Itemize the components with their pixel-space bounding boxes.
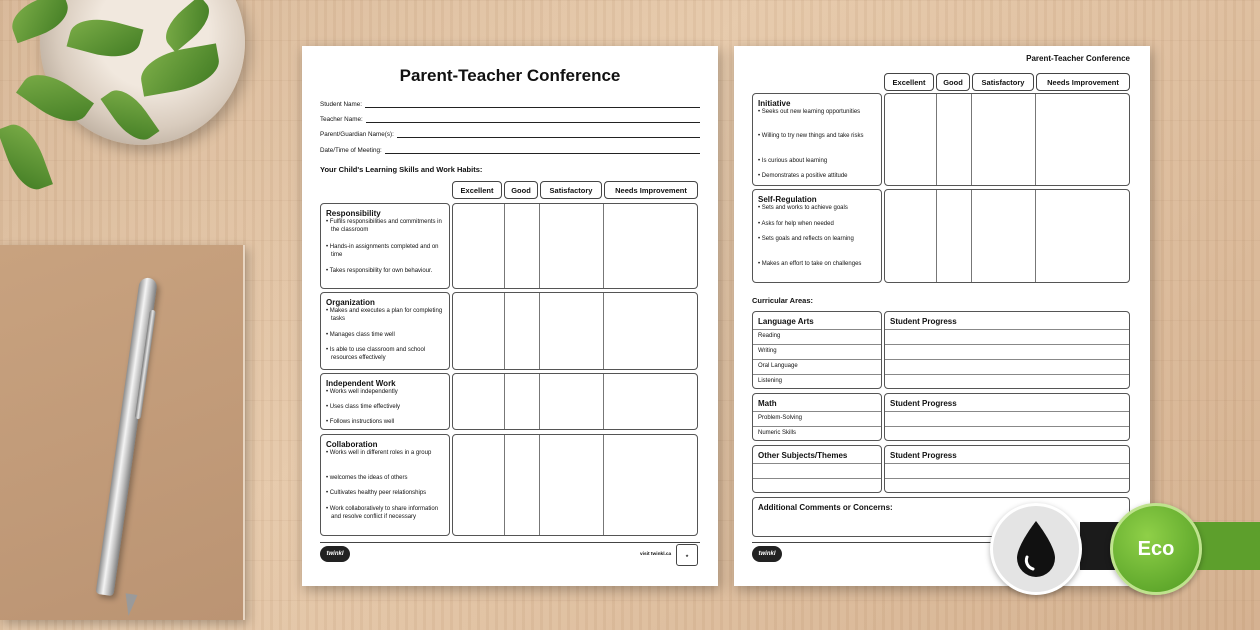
subject-row: Reading (758, 333, 781, 339)
skill-item: • Makes an effort to take on challenges (758, 261, 878, 269)
skill-item: • Follows instructions well (326, 419, 446, 427)
skill-item: • Works well in different roles in a group (326, 450, 446, 458)
subject-title: Other Subjects/Themes (758, 451, 848, 460)
skill-item: • Work collaboratively to share information and resolve conflict if necessary (326, 506, 446, 521)
rating-grid-initiative[interactable] (884, 93, 1130, 186)
math-label-box (752, 393, 882, 441)
section-title: Responsibility (326, 209, 381, 218)
skill-item: • Works well independently (326, 389, 446, 397)
skill-item: • Fulfils responsibilities and commitments in the classroom (326, 219, 446, 234)
worksheet-page-2 (734, 46, 1150, 586)
progress-label: Student Progress (890, 451, 957, 460)
skill-section-self-regulation (752, 189, 882, 283)
page-title: Parent-Teacher Conference (399, 66, 621, 85)
parent-name-field[interactable] (320, 126, 700, 138)
progress-label: Student Progress (890, 399, 957, 408)
skill-item: • Asks for help when needed (758, 221, 878, 229)
subject-title: Math (758, 399, 777, 408)
write-line (366, 115, 700, 123)
student-name-field[interactable] (320, 96, 700, 108)
footer-url: visit twinkl.ca (640, 552, 672, 557)
rating-header-satisfactory: Satisfactory (540, 181, 602, 199)
skill-item: • Hands-in assignments completed and on time (326, 244, 446, 259)
skill-section-responsibility (320, 203, 450, 289)
other-subjects-progress-box[interactable] (884, 445, 1130, 493)
field-label: Parent/Guardian Name(s): (320, 131, 394, 138)
rating-header-excellent: Excellent (452, 181, 502, 199)
section-title: Organization (326, 298, 375, 307)
skill-item: • Sets goals and reflects on learning (758, 236, 878, 244)
skill-section-organization (320, 292, 450, 370)
skill-item: • Uses class time effectively (326, 404, 446, 412)
footer-divider (320, 542, 700, 543)
curricular-heading: Curricular Areas: (752, 296, 813, 305)
progress-label: Student Progress (890, 317, 957, 326)
rating-grid-self-regulation[interactable] (884, 189, 1130, 283)
section-title: Independent Work (326, 379, 396, 388)
write-line (385, 146, 700, 154)
rating-header-needs-improvement: Needs Improvement (604, 181, 698, 199)
rating-header-good: Good (936, 73, 970, 91)
running-head: Parent-Teacher Conference (1026, 54, 1130, 63)
skill-item: • Makes and executes a plan for completing tasks (326, 308, 446, 323)
meeting-date-field[interactable] (320, 142, 700, 154)
field-label: Student Name: (320, 101, 363, 108)
math-progress-box[interactable] (884, 393, 1130, 441)
subject-row: Writing (758, 348, 777, 354)
skill-item: • Willing to try new things and take risks (758, 133, 878, 141)
subject-row: Listening (758, 378, 783, 384)
skills-heading: Your Child's Learning Skills and Work Habits: (320, 165, 483, 174)
skill-item: • Sets and works to achieve goals (758, 205, 878, 213)
skill-item: • Manages class time well (326, 332, 446, 340)
subject-row: Problem-Solving (758, 415, 803, 421)
section-title: Self-Regulation (758, 195, 817, 204)
skill-section-initiative (752, 93, 882, 186)
teacher-name-field[interactable] (320, 111, 700, 123)
other-subjects-label-box (752, 445, 882, 493)
plant-leaf (0, 118, 53, 195)
rating-grid-responsibility[interactable] (452, 203, 698, 289)
section-title: Collaboration (326, 440, 378, 449)
rating-grid-collaboration[interactable] (452, 434, 698, 536)
ink-drop-icon (990, 503, 1082, 595)
rating-header-excellent: Excellent (884, 73, 934, 91)
rating-header-needs-improvement: Needs Improvement (1036, 73, 1130, 91)
subject-row: Numeric Skills (758, 430, 797, 436)
skill-item: • Cultivates healthy peer relationships (326, 490, 446, 498)
quality-badge-icon: ★ (676, 544, 698, 566)
eco-label: Eco (1137, 537, 1175, 560)
section-title: Initiative (758, 99, 791, 108)
twinkl-logo: twinkl (752, 546, 782, 562)
skill-section-independent-work (320, 373, 450, 430)
rating-grid-independent-work[interactable] (452, 373, 698, 430)
field-label: Teacher Name: (320, 116, 363, 123)
worksheet-page-1 (302, 46, 718, 586)
language-arts-label-box (752, 311, 882, 389)
skill-item: • Takes responsibility for own behaviour. (326, 268, 446, 276)
subject-title: Language Arts (758, 317, 814, 326)
rating-grid-organization[interactable] (452, 292, 698, 370)
rating-header-satisfactory: Satisfactory (972, 73, 1034, 91)
language-arts-progress-box[interactable] (884, 311, 1130, 389)
skill-item: • Is curious about learning (758, 158, 878, 166)
write-line (397, 130, 700, 138)
twinkl-logo: twinkl (320, 546, 350, 562)
subject-row: Oral Language (758, 363, 798, 369)
skill-item: • Is able to use classroom and school resources effectively (326, 347, 446, 362)
skill-item: • Demonstrates a positive attitude (758, 173, 878, 181)
write-line (365, 100, 700, 108)
skill-section-collaboration (320, 434, 450, 536)
ink-drop-svg (1013, 519, 1059, 579)
rating-header-good: Good (504, 181, 538, 199)
comments-label: Additional Comments or Concerns: (758, 503, 893, 512)
skill-item: • welcomes the ideas of others (326, 475, 446, 483)
field-label: Date/Time of Meeting: (320, 147, 382, 154)
eco-badge (1110, 503, 1202, 595)
skill-item: • Seeks out new learning opportunities (758, 109, 878, 117)
